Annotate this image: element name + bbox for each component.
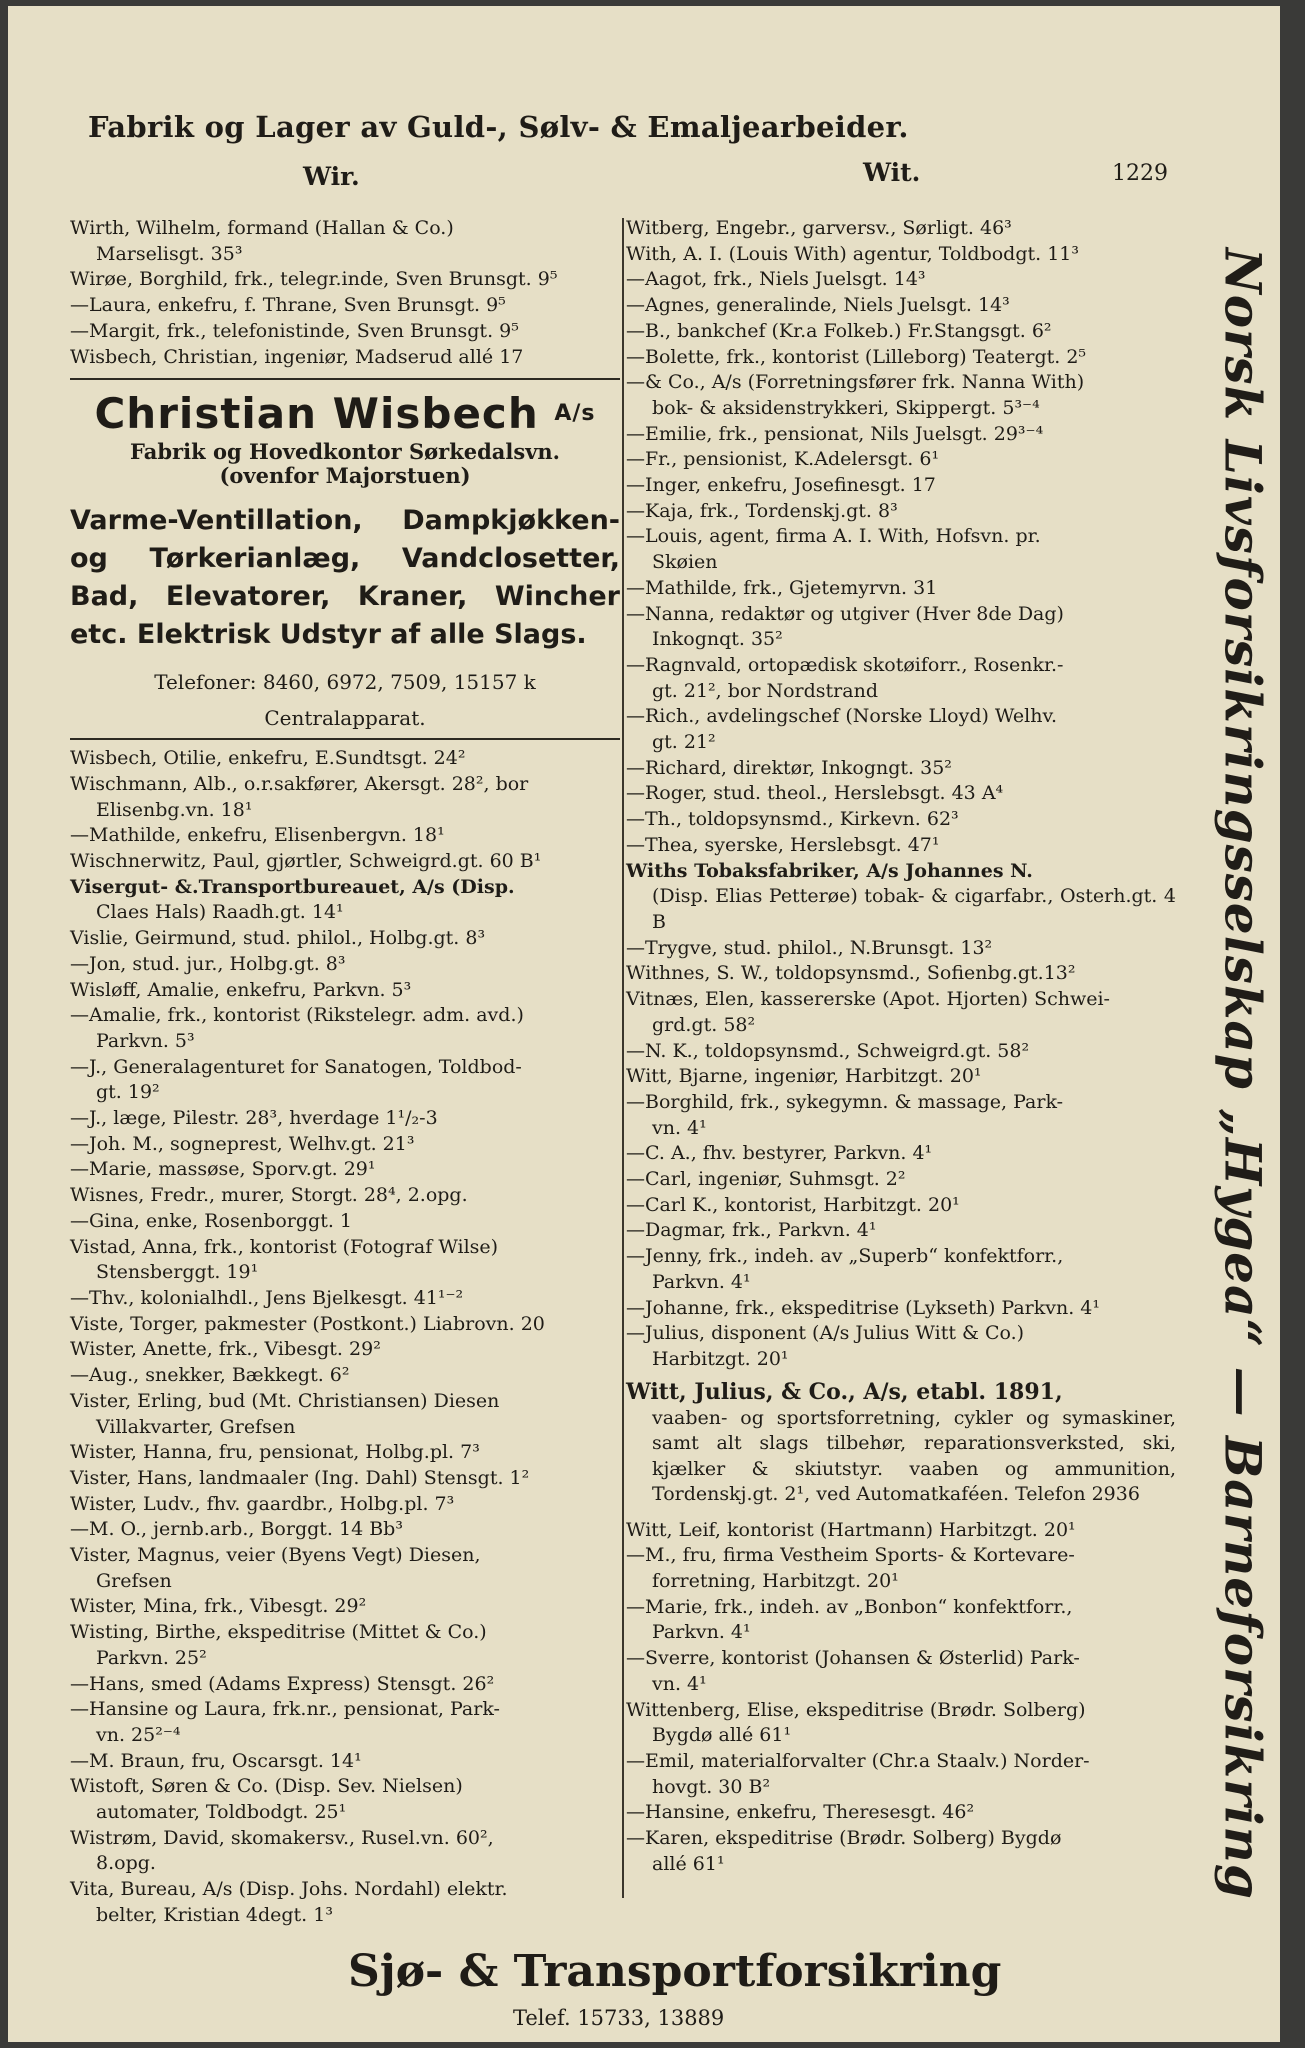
entry-text: —Emil, materialforvalter (Chr.a Staalv.) Norder- (626, 1749, 1090, 1772)
ad-address-line-1: Fabrik og Hovedkontor Sørkedalsvn. (130, 439, 560, 465)
list-item (70, 926, 620, 952)
directory-page (8, 6, 1280, 2042)
entry-text: Vislie, Geirmund, stud. philol., Holbg.gt. 8³ (70, 927, 486, 950)
list-item (626, 293, 1176, 319)
list-item (626, 1064, 1176, 1090)
entry-text: —N. K., toldopsynsmd., Schweigrd.gt. 58² (626, 1039, 1030, 1062)
entry-text: Wister, Anette, frk., Vibesgt. 29² (70, 1338, 381, 1361)
entry-text: —J., Generalagenturet for Sanatogen, Toldbod- (70, 1055, 522, 1078)
list-item (626, 345, 1176, 371)
entry-text: —C. A., fhv. bestyrer, Parkvn. 4¹ (626, 1142, 933, 1165)
list-item (70, 1157, 620, 1183)
entry-text: Wisting, Birthe, ekspeditrise (Mittet & Co.) (70, 1621, 487, 1644)
entry-text: —Gina, enke, Rosenborggt. 1 (70, 1209, 353, 1232)
list-item (70, 1774, 620, 1825)
entry-text: —Dagmar, frk., Parkvn. 4¹ (626, 1219, 877, 1242)
entry-continuation: Bygdø allé 61¹ (652, 1724, 792, 1747)
entry-text: —Margit, frk., telefonistinde, Sven Brunsgt. 9⁵ (70, 319, 519, 342)
list-item (626, 653, 1176, 704)
list-item (626, 1595, 1176, 1646)
entry-text: —Roger, stud. theol., Herslebsgt. 43 A⁴ (626, 782, 1004, 805)
entry-text: —Jon, stud. jur., Holbg.gt. 8³ (70, 952, 346, 975)
right-entries (626, 216, 1176, 1373)
list-item (70, 875, 620, 926)
list-item (626, 524, 1176, 575)
entry-continuation: gt. 21², bor Nordstrand (652, 679, 878, 702)
entry-text: Wirth, Wilhelm, formand (Hallan & Co.) (70, 217, 454, 239)
entry-text: —Borghild, frk., sykegymn. & massage, Park- (626, 1090, 1064, 1113)
entry-text: Witberg, Engebr., garversv., Sørligt. 46³ (626, 217, 1012, 239)
list-item (70, 1209, 620, 1235)
entry-text: Wister, Mina, frk., Vibesgt. 29² (70, 1595, 367, 1618)
entry-continuation: Inkognqt. 35² (652, 628, 783, 651)
list-item (626, 422, 1176, 448)
entry-continuation: allé 61¹ (652, 1852, 725, 1875)
entry-continuation: Parkvn. 4¹ (652, 1621, 751, 1644)
entry-text: Vita, Bureau, A/s (Disp. Johs. Nordahl) elektr. (70, 1878, 508, 1901)
list-item (70, 1594, 620, 1620)
list-item (626, 370, 1176, 421)
entry-continuation: gt. 19² (96, 1081, 160, 1104)
entry-text: Visergut- &.Transportbureauet, A/s (Disp. (70, 875, 515, 898)
list-item (70, 1697, 620, 1748)
entry-text: —& Co., A/s (Forretningsfører frk. Nanna With) (626, 371, 1085, 394)
entry-continuation: forretning, Harbitzgt. 20¹ (652, 1570, 899, 1593)
list-item (626, 987, 1176, 1038)
ad-central: Centralapparat. (264, 706, 426, 731)
entry-text: —Fr., pensionist, K.Adelersgt. 6¹ (626, 448, 940, 471)
entry-text: —Richard, direktør, Inkogngt. 35² (626, 756, 952, 779)
list-item (70, 1749, 620, 1775)
entry-text: Wisbech, Otilie, enkefru, E.Sundtsgt. 24² (70, 747, 466, 770)
entry-text: —Mathilde, frk., Gjetemyrvn. 31 (626, 576, 938, 599)
column-divider (622, 218, 624, 1898)
entry-continuation: gt. 21² (652, 731, 716, 754)
list-item (70, 772, 620, 823)
list-item (626, 781, 1176, 807)
entry-text: —Aug., snekker, Bækkegt. 6² (70, 1364, 350, 1387)
entry-continuation: hovgt. 30 B² (652, 1775, 771, 1798)
list-item (70, 1363, 620, 1389)
list-item (626, 1321, 1176, 1372)
entry-text: Withnes, S. W., toldopsynsmd., Sofienbg.gt.13² (626, 962, 1076, 985)
entry-text: —Aagot, frk., Niels Juelsgt. 14³ (626, 268, 926, 291)
entry-text: —B., bankchef (Kr.a Folkeb.) Fr.Stangsgt. 6² (626, 319, 1052, 342)
entry-text: Wister, Ludv., fhv. gaardbr., Holbg.pl. 7³ (70, 1492, 455, 1515)
entry-continuation: bok- & aksidenstrykkeri, Skippergt. 5³⁻⁴ (652, 396, 1040, 419)
list-item (70, 952, 620, 978)
entry-text: Vitnæs, Elen, kassererske (Apot. Hjorten) Schwei- (626, 988, 1110, 1011)
page-number: 1229 (1112, 161, 1168, 186)
witt-julius-listing (626, 1379, 1176, 1508)
entry-text: —M. Braun, fru, Oscarsgt. 14¹ (70, 1749, 362, 1772)
right-column (626, 216, 1176, 1877)
entry-text: Wischmann, Alb., o.r.sakfører, Akersgt. 28², bor (70, 772, 529, 795)
entry-text: Wisbech, Christian, ingeniør, Madserud allé 17 (70, 345, 524, 368)
list-item (626, 1800, 1176, 1826)
entry-text: —Louis, agent, firma A. I. With, Hofsvn. pr. (626, 525, 1041, 548)
running-head-right: Wit. (863, 158, 921, 187)
right-entries-2 (626, 1518, 1176, 1878)
list-item (626, 833, 1176, 859)
list-item (626, 807, 1176, 833)
list-item (626, 1543, 1176, 1594)
list-item (70, 746, 620, 772)
entry-text: Viste, Torger, pakmester (Postkont.) Liabrovn. 20 (70, 1312, 545, 1335)
list-item (626, 1167, 1176, 1193)
list-item (70, 1389, 620, 1440)
entry-continuation: Villakvarter, Grefsen (96, 1415, 296, 1438)
entry-continuation: Marselisgt. 35³ (96, 242, 243, 265)
entry-text: Withs Tobaksfabriker, A/s Johannes N. (626, 859, 1033, 882)
left-column (70, 216, 620, 1929)
entry-text: Wisløff, Amalie, enkefru, Parkvn. 5³ (70, 978, 412, 1001)
list-item (626, 1039, 1176, 1065)
list-item (626, 1296, 1176, 1322)
entry-text: Wirøe, Borghild, frk., telegr.inde, Sven Brunsgt. 9⁵ (70, 268, 558, 291)
entry-continuation: Harbitzgt. 20¹ (652, 1347, 789, 1370)
entry-text: Wistrøm, David, skomakersv., Rusel.vn. 60², (70, 1826, 494, 1849)
entry-text: —Mathilde, enkefru, Elisenbergvn. 18¹ (70, 824, 445, 847)
entry-text: —Jenny, frk., indeh. av „Superb“ konfektforr., (626, 1245, 1064, 1268)
list-item (626, 473, 1176, 499)
entry-continuation: Stensberggt. 19¹ (96, 1261, 259, 1284)
list-item (626, 936, 1176, 962)
list-item (70, 216, 620, 267)
list-item (626, 216, 1176, 242)
list-item (626, 1749, 1176, 1800)
entry-text: —Thv., kolonialhdl., Jens Bjelkesgt. 41¹⁻² (70, 1286, 464, 1309)
entry-text: Wischnerwitz, Paul, gjørtler, Schweigrd.gt. 60 B¹ (70, 850, 542, 873)
entry-text: —J., læge, Pilestr. 28³, hverdage 1¹/₂-3 (70, 1107, 438, 1130)
list-item (70, 1672, 620, 1698)
entry-text: —Ragnvald, ortopædisk skotøiforr., Rosenkr.- (626, 653, 1064, 676)
entry-text: —M., fru, firma Vestheim Sports- & Kortevare- (626, 1544, 1075, 1567)
entry-text: —Hans, smed (Adams Express) Stensgt. 26² (70, 1672, 495, 1695)
list-item (626, 319, 1176, 345)
list-item (626, 1218, 1176, 1244)
entry-continuation: Skøien (652, 551, 718, 574)
footer-headline: Sjø- & Transportforsikring (348, 1946, 1002, 1997)
entry-text: —Trygve, stud. philol., N.Brunsgt. 13² (626, 936, 993, 959)
entry-text: —Emilie, frk., pensionat, Nils Juelsgt. 29³⁻⁴ (626, 422, 1044, 445)
left-entries-top (70, 216, 620, 370)
side-banner-text: Norsk Livsforsikringsselskap „Hygea“ — Barneforsikring (1213, 248, 1273, 1900)
side-banner (1200, 248, 1286, 1900)
ad-telephones: Telefoner: 8460, 6972, 7509, 15157 k (154, 670, 536, 695)
list-item (626, 1090, 1176, 1141)
ad-products: Varme-Ventillation, Dampkjøkken- og Tørkerianlæg, Vandclosetter, Bad, Elevatorer, Kraner, Wincher etc. Elektrisk Udstyr af alle Slags. (70, 505, 620, 651)
list-item (626, 499, 1176, 525)
entry-continuation: automater, Toldbodgt. 25¹ (96, 1801, 347, 1824)
entry-text: Vister, Magnus, veier (Byens Vegt) Diesen, (70, 1544, 481, 1567)
list-item (626, 267, 1176, 293)
entry-text: —Inger, enkefru, Josefinesgt. 17 (626, 474, 936, 497)
ad-company-name (70, 388, 620, 440)
entry-text: —Julius, disponent (A/s Julius Witt & Co.) (626, 1322, 1025, 1345)
entry-text: Witt, Leif, kontorist (Hartmann) Harbitzgt. 20¹ (626, 1518, 1076, 1541)
entry-text: Witt, Bjarne, ingeniør, Harbitzgt. 20¹ (626, 1065, 982, 1088)
entry-text: Wister, Hanna, fru, pensionat, Holbg.pl. 7³ (70, 1441, 480, 1464)
list-item (626, 859, 1176, 936)
entry-continuation: Claes Hals) Raadh.gt. 14¹ (96, 901, 344, 924)
list-item (70, 978, 620, 1004)
list-item (626, 1698, 1176, 1749)
list-item (626, 756, 1176, 782)
list-item (70, 1055, 620, 1106)
list-item (70, 1517, 620, 1543)
entry-text: —Nanna, redaktør og utgiver (Hver 8de Dag) (626, 602, 1064, 625)
entry-text: —Agnes, generalinde, Niels Juelsgt. 14³ (626, 294, 1010, 317)
list-item (70, 849, 620, 875)
list-item (70, 1132, 620, 1158)
entry-text: —Thea, syerske, Herslebsgt. 47¹ (626, 833, 940, 856)
entry-text: —Kaja, frk., Tordenskj.gt. 8³ (626, 499, 898, 522)
witt-julius-title: Witt, Julius, & Co., A/s, etabl. 1891, (626, 1378, 1063, 1405)
page-header-title: Fabrik og Lager av Guld-, Sølv- & Emaljearbeider. (88, 110, 909, 144)
entry-continuation: grd.gt. 58² (652, 1013, 756, 1036)
entry-continuation: 8.opg. (96, 1852, 156, 1875)
entry-text: —Hansine, enkefru, Theresesgt. 46² (626, 1801, 975, 1824)
list-item (70, 1183, 620, 1209)
entry-continuation: vn. 4¹ (652, 1116, 707, 1139)
list-item (70, 267, 620, 293)
list-item (70, 1466, 620, 1492)
entry-continuation: vn. 4¹ (652, 1672, 707, 1695)
ad-company-name-text: Christian Wisbech (94, 389, 539, 439)
list-item (70, 1312, 620, 1338)
list-item (626, 1518, 1176, 1544)
list-item (70, 1826, 620, 1877)
entry-continuation: (Disp. Elias Petterøe) tobak- & cigarfabr., Osterh.gt. 4 B (652, 885, 1176, 933)
list-item (70, 1003, 620, 1054)
entry-text: —Karen, ekspeditrise (Brødr. Solberg) Bygdø (626, 1827, 1062, 1850)
entry-continuation: vn. 25²⁻⁴ (96, 1723, 181, 1746)
ad-address-line-2: (ovenfor Majorstuen) (219, 463, 471, 489)
list-item (70, 1337, 620, 1363)
entry-continuation: Grefsen (96, 1569, 172, 1592)
entry-text: —Amalie, frk., kontorist (Rikstelegr. adm. avd.) (70, 1004, 524, 1027)
list-item (70, 823, 620, 849)
list-item (626, 1646, 1176, 1697)
entry-text: —Hansine og Laura, frk.nr., pensionat, Park- (70, 1698, 500, 1721)
list-item (626, 602, 1176, 653)
entry-text: —Joh. M., sogneprest, Welhv.gt. 21³ (70, 1132, 415, 1155)
entry-text: Wistoft, Søren & Co. (Disp. Sev. Nielsen) (70, 1775, 463, 1798)
left-entries (70, 746, 620, 1928)
witt-julius-body: vaaben- og sportsforretning, cykler og symaskiner, samt alt slags tilbehør, reparationsverksted, ski, kjælker & skiutstyr. vaaben og ammunition, Tordenskj.gt. 2¹, ved Automatkaféen. Telefon 2936 (652, 1406, 1176, 1506)
entry-text: —Rich., avdelingschef (Norske Lloyd) Welhv. (626, 705, 1057, 728)
list-item (70, 1440, 620, 1466)
list-item (626, 1141, 1176, 1167)
entry-text: —Bolette, frk., kontorist (Lilleborg) Teatergt. 2⁵ (626, 345, 1087, 368)
entry-continuation: Elisenbg.vn. 18¹ (96, 798, 253, 821)
list-item (70, 345, 620, 371)
list-item (626, 1244, 1176, 1295)
entry-continuation: belter, Kristian 4degt. 1³ (96, 1903, 333, 1926)
entry-text: —Johanne, frk., ekspeditrise (Lykseth) Parkvn. 4¹ (626, 1296, 1101, 1319)
entry-text: Wittenberg, Elise, ekspeditrise (Brødr. Solberg) (626, 1698, 1086, 1721)
list-item (70, 1235, 620, 1286)
entry-text: Wisnes, Fredr., murer, Storgt. 28⁴, 2.opg. (70, 1184, 468, 1207)
list-item (70, 1492, 620, 1518)
list-item (70, 1106, 620, 1132)
entry-text: Vistad, Anna, frk., kontorist (Fotograf Wilse) (70, 1235, 499, 1258)
entry-text: With, A. I. (Louis With) agentur, Toldbodgt. 11³ (626, 242, 1080, 265)
entry-text: —Sverre, kontorist (Johansen & Østerlid) Park- (626, 1647, 1080, 1670)
list-item (70, 319, 620, 345)
list-item (70, 1286, 620, 1312)
entry-text: —Carl, ingeniør, Suhmsgt. 2² (626, 1168, 906, 1191)
entry-text: —Marie, massøse, Sporv.gt. 29¹ (70, 1158, 376, 1181)
list-item (70, 1877, 620, 1928)
list-item (70, 1620, 620, 1671)
list-item (626, 576, 1176, 602)
entry-continuation: Parkvn. 4¹ (652, 1270, 751, 1293)
list-item (70, 1543, 620, 1594)
entry-text: —Marie, frk., indeh. av „Bonbon“ konfektforr., (626, 1595, 1073, 1618)
list-item (626, 704, 1176, 755)
list-item (626, 1826, 1176, 1877)
entry-text: —Th., toldopsynsmd., Kirkevn. 62³ (626, 808, 959, 831)
entry-text: —Carl K., kontorist, Harbitzgt. 20¹ (626, 1193, 960, 1216)
entry-continuation: Parkvn. 5³ (96, 1029, 195, 1052)
entry-text: —M. O., jernb.arb., Borggt. 14 Bb³ (70, 1518, 403, 1541)
footer-telephone: Telef. 15733, 13889 (513, 2006, 725, 2030)
list-item (626, 1193, 1176, 1219)
entry-continuation: Parkvn. 25² (96, 1646, 207, 1669)
running-head-left: Wir. (303, 162, 360, 191)
entry-text: Vister, Erling, bud (Mt. Christiansen) Diesen (70, 1389, 500, 1412)
list-item (70, 293, 620, 319)
wisbech-advertisement (70, 378, 620, 740)
entry-text: —Laura, enkefru, f. Thrane, Sven Brunsgt. 9⁵ (70, 294, 506, 317)
list-item (626, 242, 1176, 268)
ad-company-suffix: A/s (554, 401, 596, 427)
list-item (626, 961, 1176, 987)
list-item (626, 447, 1176, 473)
entry-text: Vister, Hans, landmaaler (Ing. Dahl) Stensgt. 1² (70, 1466, 530, 1489)
